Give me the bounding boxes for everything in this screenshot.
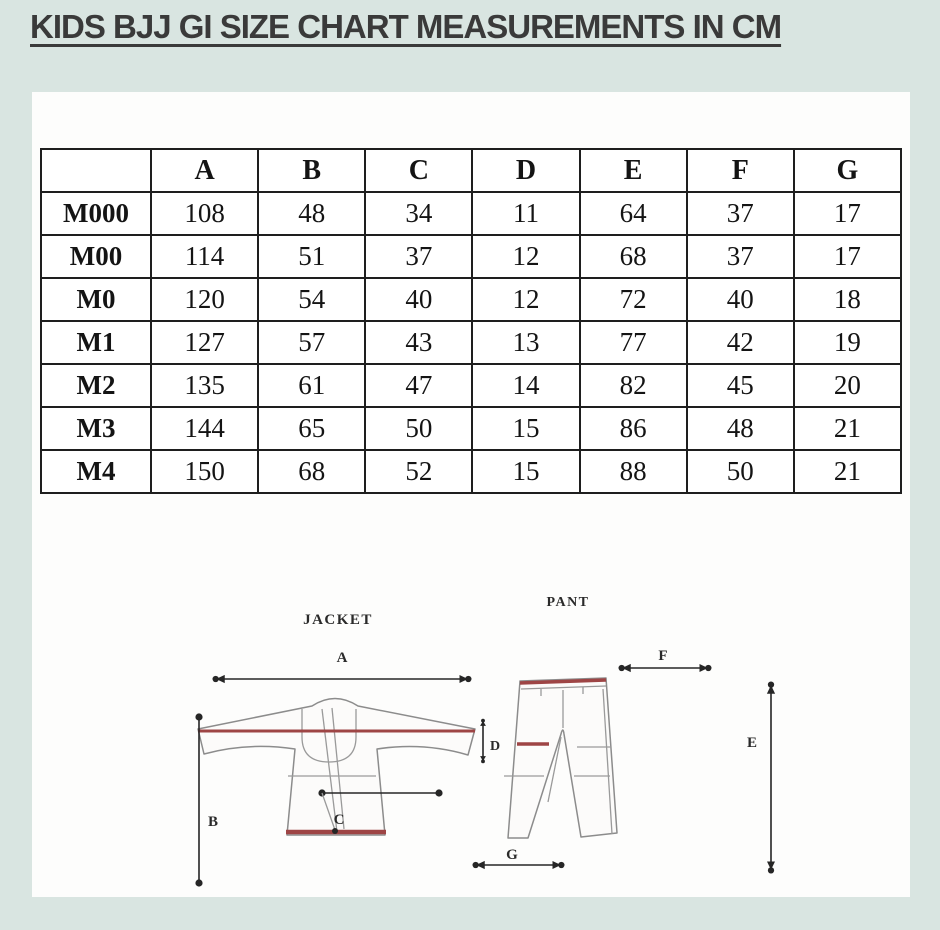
table-cell: 40 [365,278,472,321]
content-panel [32,92,910,897]
table-cell: 72 [580,278,687,321]
measure-label-c: C [333,812,345,828]
page-title: KIDS BJJ GI SIZE CHART MEASUREMENTS IN CM [30,8,782,45]
table-cell: 86 [580,407,687,450]
row-label: M00 [41,235,151,278]
table-cell: 15 [472,450,579,493]
row-label: M3 [41,407,151,450]
table-cell: 135 [151,364,258,407]
table-cell: 52 [365,450,472,493]
measure-label-f: F [658,648,668,664]
column-header: A [151,149,258,192]
table-cell: 14 [472,364,579,407]
table-cell: 65 [258,407,365,450]
table-cell: 88 [580,450,687,493]
table-cell: 51 [258,235,365,278]
table-cell: 50 [687,450,794,493]
row-label: M0 [41,278,151,321]
table-cell: 47 [365,364,472,407]
measure-c-hem-dot [332,828,338,834]
table-cell: 40 [687,278,794,321]
table-cell: 45 [687,364,794,407]
pant-diagram [475,595,771,871]
column-header: G [794,149,901,192]
table-cell: 57 [258,321,365,364]
table-cell: 120 [151,278,258,321]
column-header: E [580,149,687,192]
measure-label-e: E [746,735,758,751]
row-label: M1 [41,321,151,364]
table-cell: 20 [794,364,901,407]
table-cell: 34 [365,192,472,235]
row-label: M000 [41,192,151,235]
table-cell: 37 [365,235,472,278]
table-cell: 11 [472,192,579,235]
table-cell: 17 [794,235,901,278]
table-cell: 12 [472,235,579,278]
table-cell: 68 [580,235,687,278]
table-cell: 144 [151,407,258,450]
table-cell: 77 [580,321,687,364]
column-header: F [687,149,794,192]
table-cell: 48 [687,407,794,450]
pant-title: PANT [546,595,590,610]
measure-label-b: B [208,814,219,830]
jacket-title: JACKET [303,612,373,628]
table-cell: 114 [151,235,258,278]
measure-label-g: G [506,847,518,863]
table-cell: 50 [365,407,472,450]
row-label: M4 [41,450,151,493]
table-cell: 37 [687,235,794,278]
table-cell: 12 [472,278,579,321]
table-cell: 13 [472,321,579,364]
table-cell: 21 [794,450,901,493]
table-cell: 54 [258,278,365,321]
row-label: M2 [41,364,151,407]
table-cell: 127 [151,321,258,364]
table-cell: 68 [258,450,365,493]
table-cell: 17 [794,192,901,235]
table-cell: 21 [794,407,901,450]
table-cell: 42 [687,321,794,364]
column-header: C [365,149,472,192]
jacket-diagram [198,612,500,883]
measurement-diagram [32,92,910,897]
column-header: B [258,149,365,192]
table-cell: 82 [580,364,687,407]
table-cell: 108 [151,192,258,235]
table-cell: 37 [687,192,794,235]
table-cell: 48 [258,192,365,235]
column-header: D [472,149,579,192]
table-cell: 18 [794,278,901,321]
table-cell: 43 [365,321,472,364]
table-cell: 15 [472,407,579,450]
table-cell: 61 [258,364,365,407]
table-cell: 19 [794,321,901,364]
table-cell: 150 [151,450,258,493]
measure-label-a: A [336,650,348,666]
table-cell: 64 [580,192,687,235]
measure-label-d: D [490,739,501,754]
